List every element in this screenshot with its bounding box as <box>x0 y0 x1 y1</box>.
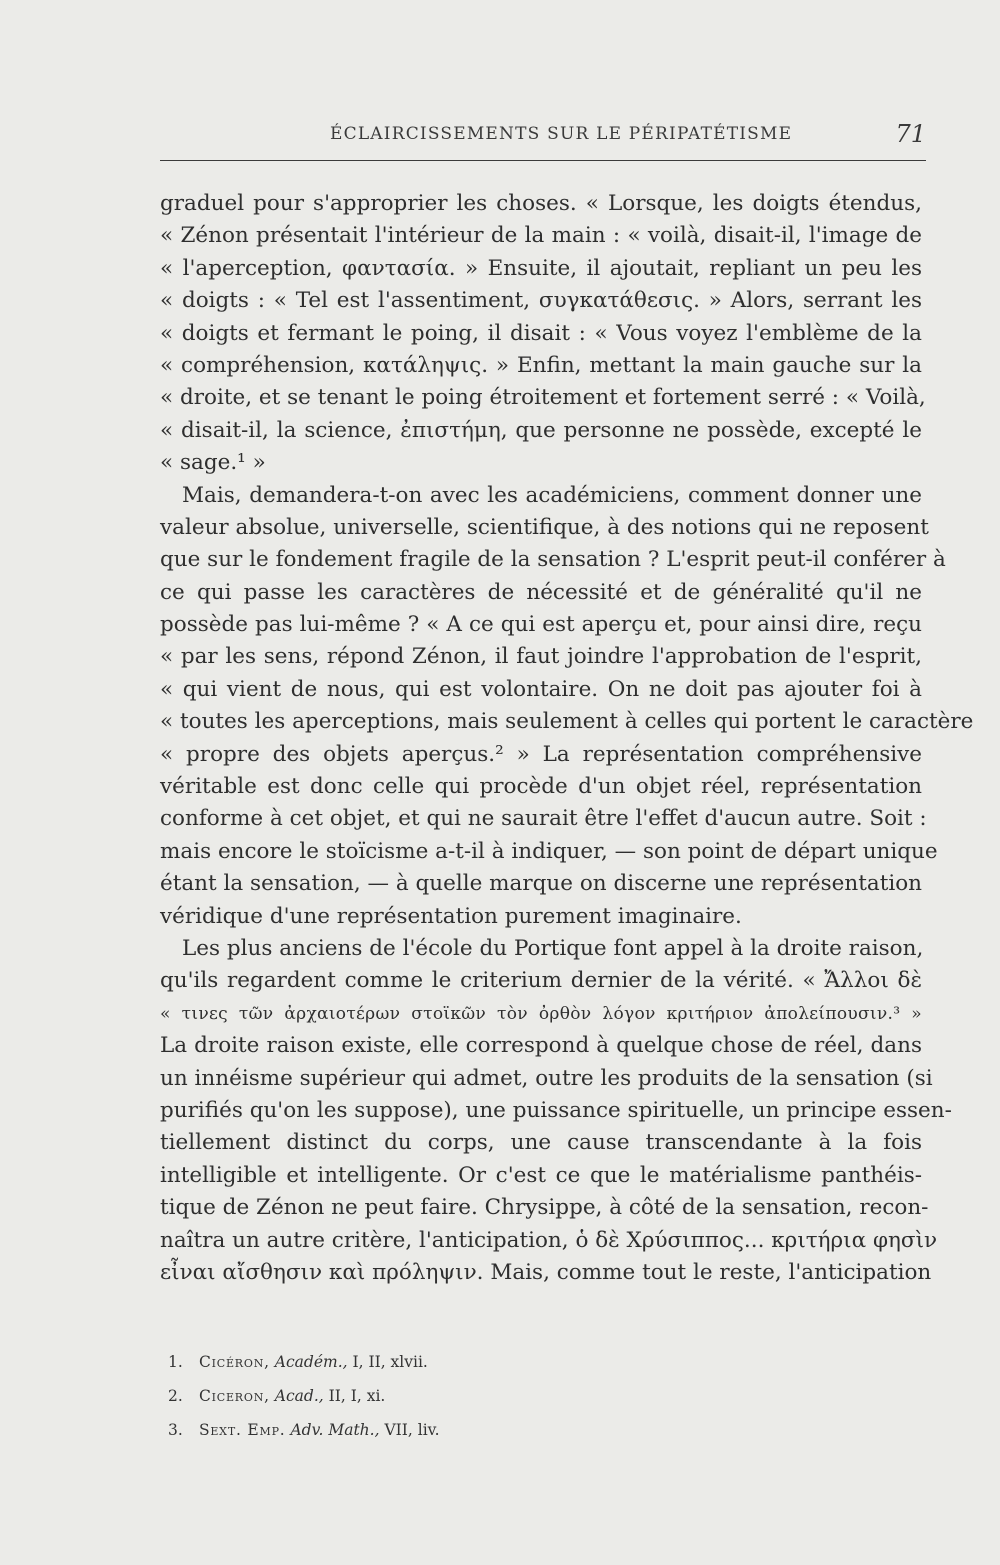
text-line: « qui vient de nous, qui est volontaire. On ne doit pas ajouter foi à <box>160 676 922 702</box>
text-line: « l'aperception, φαντασία. » Ensuite, il ajoutait, repliant un peu les <box>160 255 922 281</box>
footnote-number: 3. <box>168 1421 183 1439</box>
footnote-number: 2. <box>168 1387 183 1405</box>
page-header <box>160 112 926 152</box>
text-line: « toutes les aperceptions, mais seulement à celles qui portent le caractère <box>160 709 974 735</box>
footnote <box>168 1345 768 1379</box>
footnote-location: I, II, xlvii. <box>352 1353 428 1371</box>
text-line-greek: « τινες τῶν ἀρχαιοτέρων στοϊκῶν τὸν ὀρθὸν λόγον κριτήριον ἀπολείπουσιν.³ » <box>160 1003 922 1024</box>
text-line: étant la sensation, — à quelle marque on discerne une représentation <box>160 871 922 897</box>
text-line: valeur absolue, universelle, scientifique, à des notions qui ne reposent <box>160 514 929 540</box>
footnote-author: Cicéron, <box>198 1353 270 1371</box>
text-line: « doigts : « Tel est l'assentiment, συγκατάθεσις. » Alors, serrant les <box>160 288 922 314</box>
text-line: « disait-il, la science, ἐπιστήμη, que personne ne possède, excepté le <box>160 417 922 443</box>
footnotes <box>168 1345 768 1447</box>
footnote-work: Acad., <box>274 1387 324 1405</box>
running-title: ÉCLAIRCISSEMENTS SUR LE PÉRIPATÉTISME <box>330 124 793 144</box>
text-line: Les plus anciens de l'école du Portique font appel à la droite raison, <box>182 935 924 961</box>
text-line: « compréhension, κατάληψις. » Enfin, mettant la main gauche sur la <box>160 352 922 378</box>
text-line: véridique d'une représentation purement imaginaire. <box>160 903 742 929</box>
text-line: « propre des objets aperçus.² » La représentation compréhensive <box>160 741 922 767</box>
footnote-author: Sext. Emp. <box>198 1421 286 1439</box>
footnote-location: II, I, xi. <box>328 1387 386 1405</box>
footnote-author: Ciceron, <box>198 1387 270 1405</box>
text-line: « droite, et se tenant le poing étroitement et fortement serré : « Voilà, <box>160 385 926 411</box>
text-line: « Zénon présentait l'intérieur de la main : « voilà, disait-il, l'image de <box>160 223 922 249</box>
text-line: Mais, demandera-t-on avec les académiciens, comment donner une <box>182 482 922 508</box>
body-text <box>160 188 974 1289</box>
text-line: tiellement distinct du corps, une cause transcendante à la fois <box>160 1130 922 1156</box>
text-line: naîtra un autre critère, l'anticipation, ὁ δὲ Χρύσιππος... κριτήρια φησὶν <box>160 1227 938 1253</box>
text-line: « doigts et fermant le poing, il disait : « Vous voyez l'emblème de la <box>160 320 922 346</box>
text-line: mais encore le stoïcisme a-t-il à indiquer, — son point de départ unique <box>160 838 938 864</box>
footnote <box>168 1413 768 1447</box>
footnote-work: Académ., <box>274 1353 348 1371</box>
text-line: un innéisme supérieur qui admet, outre les produits de la sensation (si <box>160 1065 933 1091</box>
text-line: possède pas lui-même ? « A ce qui est aperçu et, pour ainsi dire, reçu <box>160 612 922 638</box>
text-line: La droite raison existe, elle correspond à quelque chose de réel, dans <box>160 1033 922 1059</box>
page-number: 71 <box>895 120 926 148</box>
text-line: qu'ils regardent comme le criterium dernier de la vérité. « Ἄλλοι δὲ <box>160 968 922 994</box>
header-rule <box>160 160 926 161</box>
text-line: ce qui passe les caractères de nécessité et de généralité qu'il ne <box>160 579 922 605</box>
text-line: tique de Zénon ne peut faire. Chrysippe, à côté de la sensation, recon- <box>160 1195 929 1221</box>
text-line: que sur le fondement fragile de la sensation ? L'esprit peut-il conférer à <box>160 547 946 573</box>
text-line: graduel pour s'approprier les choses. « Lorsque, les doigts étendus, <box>160 191 922 216</box>
footnote <box>168 1379 768 1413</box>
footnote-work: Adv. Math., <box>290 1421 380 1439</box>
text-line: purifiés qu'on les suppose), une puissance spirituelle, un principe essen- <box>160 1097 952 1123</box>
text-line: « sage.¹ » <box>160 450 266 476</box>
footnote-number: 1. <box>168 1353 183 1371</box>
text-line: véritable est donc celle qui procède d'un objet réel, représentation <box>160 774 922 800</box>
text-line: conforme à cet objet, et qui ne saurait être l'effet d'aucun autre. Soit : <box>160 806 927 832</box>
text-line: « par les sens, répond Zénon, il faut joindre l'approbation de l'esprit, <box>160 644 922 670</box>
text-line: intelligible et intelligente. Or c'est ce que le matérialisme panthéis- <box>160 1162 922 1188</box>
footnote-location: VII, liv. <box>384 1421 440 1439</box>
text-line: εἶναι αἴσθησιν καὶ πρόληψιν. Mais, comme tout le reste, l'anticipation <box>160 1259 932 1285</box>
